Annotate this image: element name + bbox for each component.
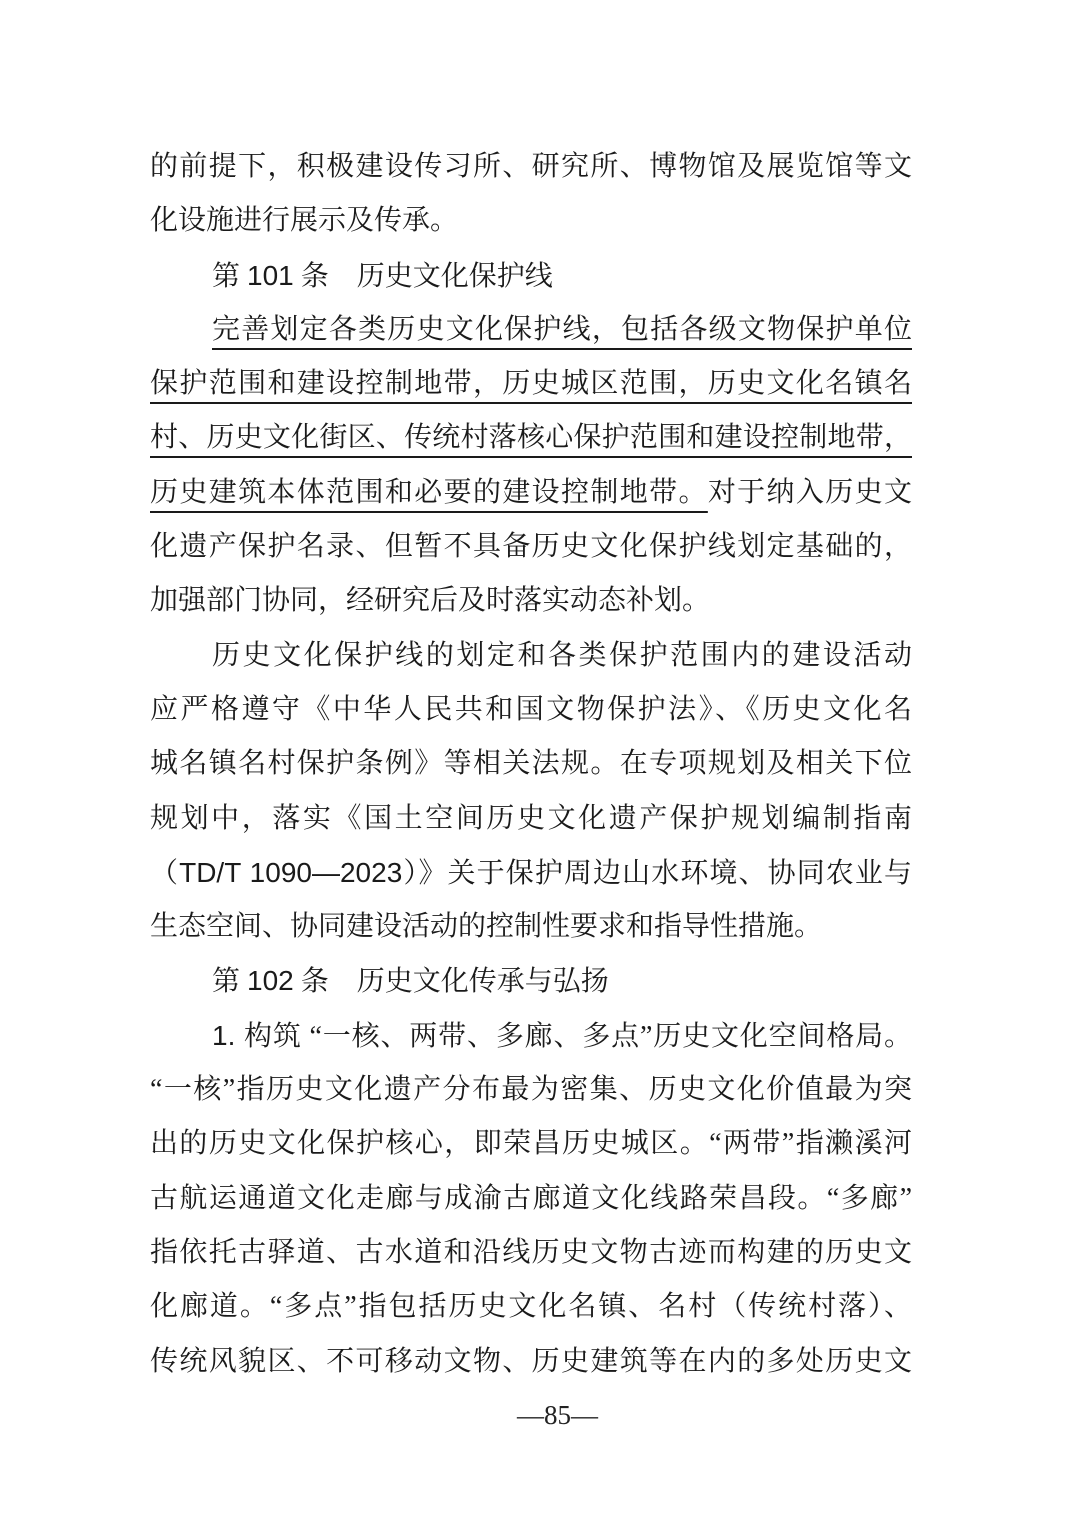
body-line: 出的历史文化保护核心，即荣昌历史城区。“两带”指濑溪河 (150, 1128, 912, 1160)
underlined-line: 完善划定各类历史文化保护线，包括各级文物保护单位 (212, 313, 912, 345)
article-number: 102 (247, 965, 294, 997)
ref-text: ）》关于保护周边山水环境、协同农业与 (402, 857, 912, 889)
heading-prefix: 第 (212, 966, 248, 998)
plain-segment: 对于纳入历史文 (707, 476, 912, 508)
item-text: 构筑 “一核、两带、多廊、多点”历史文化空间格局。 (243, 1020, 913, 1052)
mixed-underline-line (150, 466, 912, 520)
article-101-heading (150, 249, 912, 303)
underlined-line: 村、历史文化街区、传统村落核心保护范围和建设控制地带， (150, 422, 912, 454)
underlined-line: 保护范围和建设控制地带，历史城区范围，历史文化名镇名 (150, 368, 912, 400)
article-102-heading (150, 954, 912, 1008)
body-line: 化遗产保护名录、但暂不具备历史文化保护线划定基础的， (150, 531, 912, 563)
standard-code: TD/T 1090—2023 (179, 856, 403, 888)
item-number: 1. (212, 1019, 244, 1051)
paragraph-end-line: 生态空间、协同建设活动的控制性要求和指导性措施。 (150, 911, 823, 943)
paragraph-end-line: 加强部门协同，经研究后及时落实动态补划。 (150, 585, 711, 617)
underlined-segment: 历史建筑本体范围和必要的建设控制地带。 (150, 476, 708, 508)
body-line: 的前提下，积极建设传习所、研究所、博物馆及展览馆等文 (150, 151, 912, 182)
body-line: 化廊道。“多点”指包括历史文化名镇、名村（传统村落）、 (150, 1291, 912, 1323)
heading-prefix: 第 (212, 260, 248, 292)
body-line: 历史文化保护线的划定和各类保护范围内的建设活动 (212, 639, 912, 671)
body-line: 古航运通道文化走廊与成渝古廊道文化线路荣昌段。“多廊” (150, 1182, 912, 1214)
open-paren: （ (150, 857, 180, 889)
body-line: 城名镇名村保护条例》等相关法规。在专项规划及相关下位 (150, 748, 912, 780)
body-line: 传统风貌区、不可移动文物、历史建筑等在内的多处历史文 (150, 1345, 912, 1377)
heading-title: 条 历史文化传承与弘扬 (293, 966, 609, 998)
paragraph-end-line: 化设施进行展示及传承。 (150, 205, 459, 237)
body-line: 应严格遵守《中华人民共和国文物保护法》、《历史文化名 (150, 693, 912, 725)
text-block (150, 140, 912, 1389)
numbered-item-line (150, 1009, 912, 1063)
body-line: “一核”指历史文化遗产分布最为密集、历史文化价值最为突 (150, 1074, 912, 1106)
body-line: 指依托古驿道、古水道和沿线历史文物古迹而构建的历史文 (150, 1236, 912, 1268)
body-line-standard-ref (150, 846, 912, 900)
heading-title: 条 历史文化保护线 (293, 260, 553, 292)
page-number: —85— (517, 1400, 598, 1430)
body-line: 规划中，落实《国土空间历史文化遗产保护规划编制指南 (150, 802, 912, 834)
article-number: 101 (247, 259, 294, 291)
